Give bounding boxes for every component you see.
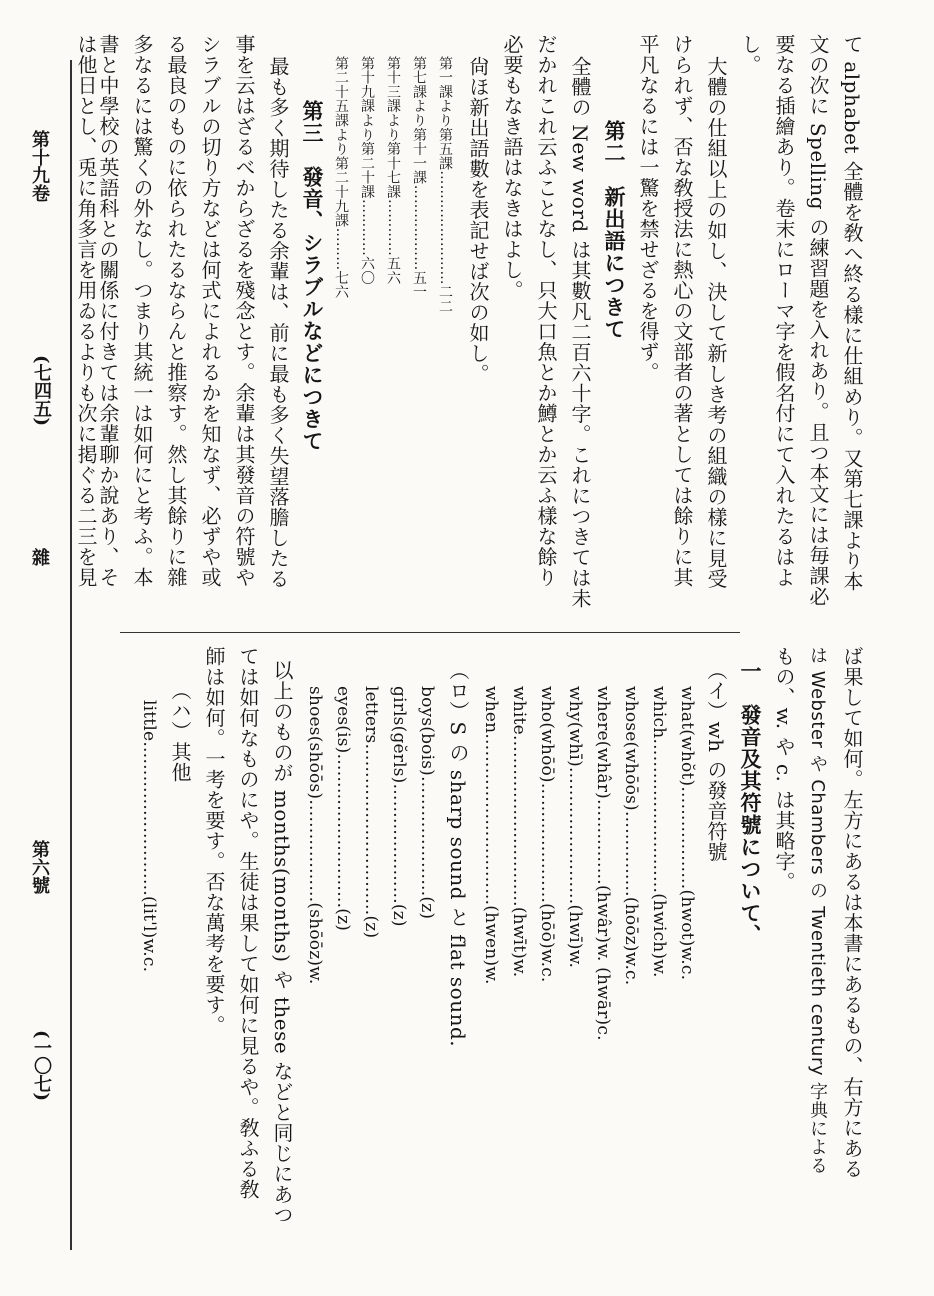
issue-number: 第六號 bbox=[29, 840, 50, 894]
text-line: 尙ほ新出語數を表記せば次の如し。 bbox=[466, 56, 490, 384]
toc-entry: 第十三課より第十七課…………五六 bbox=[385, 56, 401, 285]
toc-entry: 第十九課より第二十課…………六〇 bbox=[359, 56, 375, 285]
header-rule bbox=[70, 60, 72, 1250]
wh-entry: white…………………………(hwīt)w. bbox=[509, 686, 529, 978]
text-line: 事を云はざるべからざるを殘念とす。余輩は其發音の符號や bbox=[232, 34, 256, 588]
text-line: 全體の New word は其數凡二百六十字。これにつきては未 bbox=[568, 56, 592, 609]
wh-entry: when…………………………(hwen)w. bbox=[481, 686, 501, 985]
magazine-label: 雜 bbox=[29, 548, 50, 566]
half-divider bbox=[120, 632, 740, 633]
text-line: もの、w. や c. は其略字。 bbox=[772, 646, 796, 892]
wh-entry: who(whōō)…………………(hōō)w.c. bbox=[537, 686, 557, 983]
pronunciation-heading: 一 發音及其符號について、 bbox=[738, 660, 763, 946]
text-line: シラブルの切り方などは何式によれるかを知なず、必ずや或 bbox=[198, 34, 222, 588]
wh-entry: where(whâr)……………(hwâr)w. (hwār)c. bbox=[593, 686, 613, 1041]
other-entry: little………………………(lit'l)w.c. bbox=[139, 700, 159, 973]
text-line: は Webster や Chambers の Twentieth century 字典による bbox=[807, 646, 828, 1175]
text-line: 要なる插繪あり。卷末にローマ字を假名付にて入れたるはよ bbox=[772, 34, 796, 588]
subsection-ha-heading: （ハ）其他 bbox=[168, 680, 192, 783]
subsection-i-heading: （イ）wh の發音符號 bbox=[704, 660, 728, 862]
text-line: 師は如何。一考を要す。否な萬考を要す。 bbox=[202, 646, 226, 1036]
text-line: 平凡なるには一驚を禁せざるを得ず。 bbox=[636, 34, 660, 383]
text-line: し。 bbox=[738, 34, 762, 75]
section-3-heading: 第三 發音、シラブルなどにつきて bbox=[300, 100, 325, 452]
toc-entry: 第一課より第五課……………………二二 bbox=[437, 56, 453, 314]
text-line: ては如何なものにや。生徒は果して如何に見るや。敎ふる敎 bbox=[236, 646, 260, 1200]
text-line: けられず、否な敎授法に熱心の文部者の著としては餘りに其 bbox=[670, 34, 694, 588]
text-line: は他日とし、兎に角多言を用ゐるよりも次に掲ぐる二三を見 bbox=[74, 34, 98, 588]
s-entry: boys(bois)…………………(z) bbox=[417, 686, 437, 920]
text-line: 多なるには驚くの外なし。つまり其統一は如何にと考ふ。本 bbox=[130, 34, 154, 588]
volume-number: 第十九卷 bbox=[29, 130, 50, 202]
text-line: る最良のものに依られたるならんと推察す。然し其餘りに雜 bbox=[164, 34, 188, 588]
text-line: 必要もなき語はなきはよし。 bbox=[500, 34, 524, 301]
wh-entry: which………………………(hwich)w. bbox=[649, 686, 669, 978]
s-entry: girls(gĕrls)…………………(z) bbox=[389, 686, 409, 927]
s-entry: eyes(is)………………………(z) bbox=[333, 686, 353, 932]
text-line: 書と中學校の英語科との關係に付きては余輩聊か說あり、そ bbox=[96, 34, 120, 588]
text-line: ば果して如何。左方にあるは本書にあるもの、右方にある bbox=[840, 646, 864, 1179]
text-line: 文の次に Spelling の練習題を入れあり。且つ本文には毎課必 bbox=[806, 34, 830, 607]
text-line: 以上のものが months(months) や these などと同じにあつ bbox=[270, 660, 294, 1226]
toc-entry: 第七課より第十一課………………五一 bbox=[411, 56, 427, 300]
text-line: 最も多く期待したる余輩は、前に最も多く失望落膽したる bbox=[266, 56, 290, 589]
subsection-ro-heading: （ロ）S の sharp sound と flat sound. bbox=[446, 660, 470, 1048]
wh-entry: whose(whōōs)……………(hōōz)w.c. bbox=[621, 686, 641, 986]
toc-entry: 第二十五課より第二十九課………七六 bbox=[333, 56, 349, 300]
wh-entry: why(whī)……………………(hwī)w. bbox=[565, 686, 585, 969]
wh-entry: what(whŏt)………………(hwot)w.c. bbox=[677, 686, 697, 981]
volume-page-number: (七四五) bbox=[31, 355, 52, 427]
s-entry: letters…………………………(z) bbox=[361, 686, 381, 939]
section-2-heading: 第二 新出語につきて bbox=[602, 120, 627, 340]
issue-page-number: (一〇七) bbox=[31, 1030, 52, 1102]
text-line: て alphabet 全體を敎へ終る樣に仕組めり。又第七課より本 bbox=[840, 34, 864, 592]
text-line: だかれこれ云ふことなし、只大口魚とか鱒とか云ふ樣な餘り bbox=[534, 34, 558, 588]
text-line: 大體の仕組以上の如し、決して新しき考の組織の樣に見受 bbox=[704, 56, 728, 589]
s-entry: shoes(shōōs)………………(shōōz)w. bbox=[305, 686, 325, 985]
